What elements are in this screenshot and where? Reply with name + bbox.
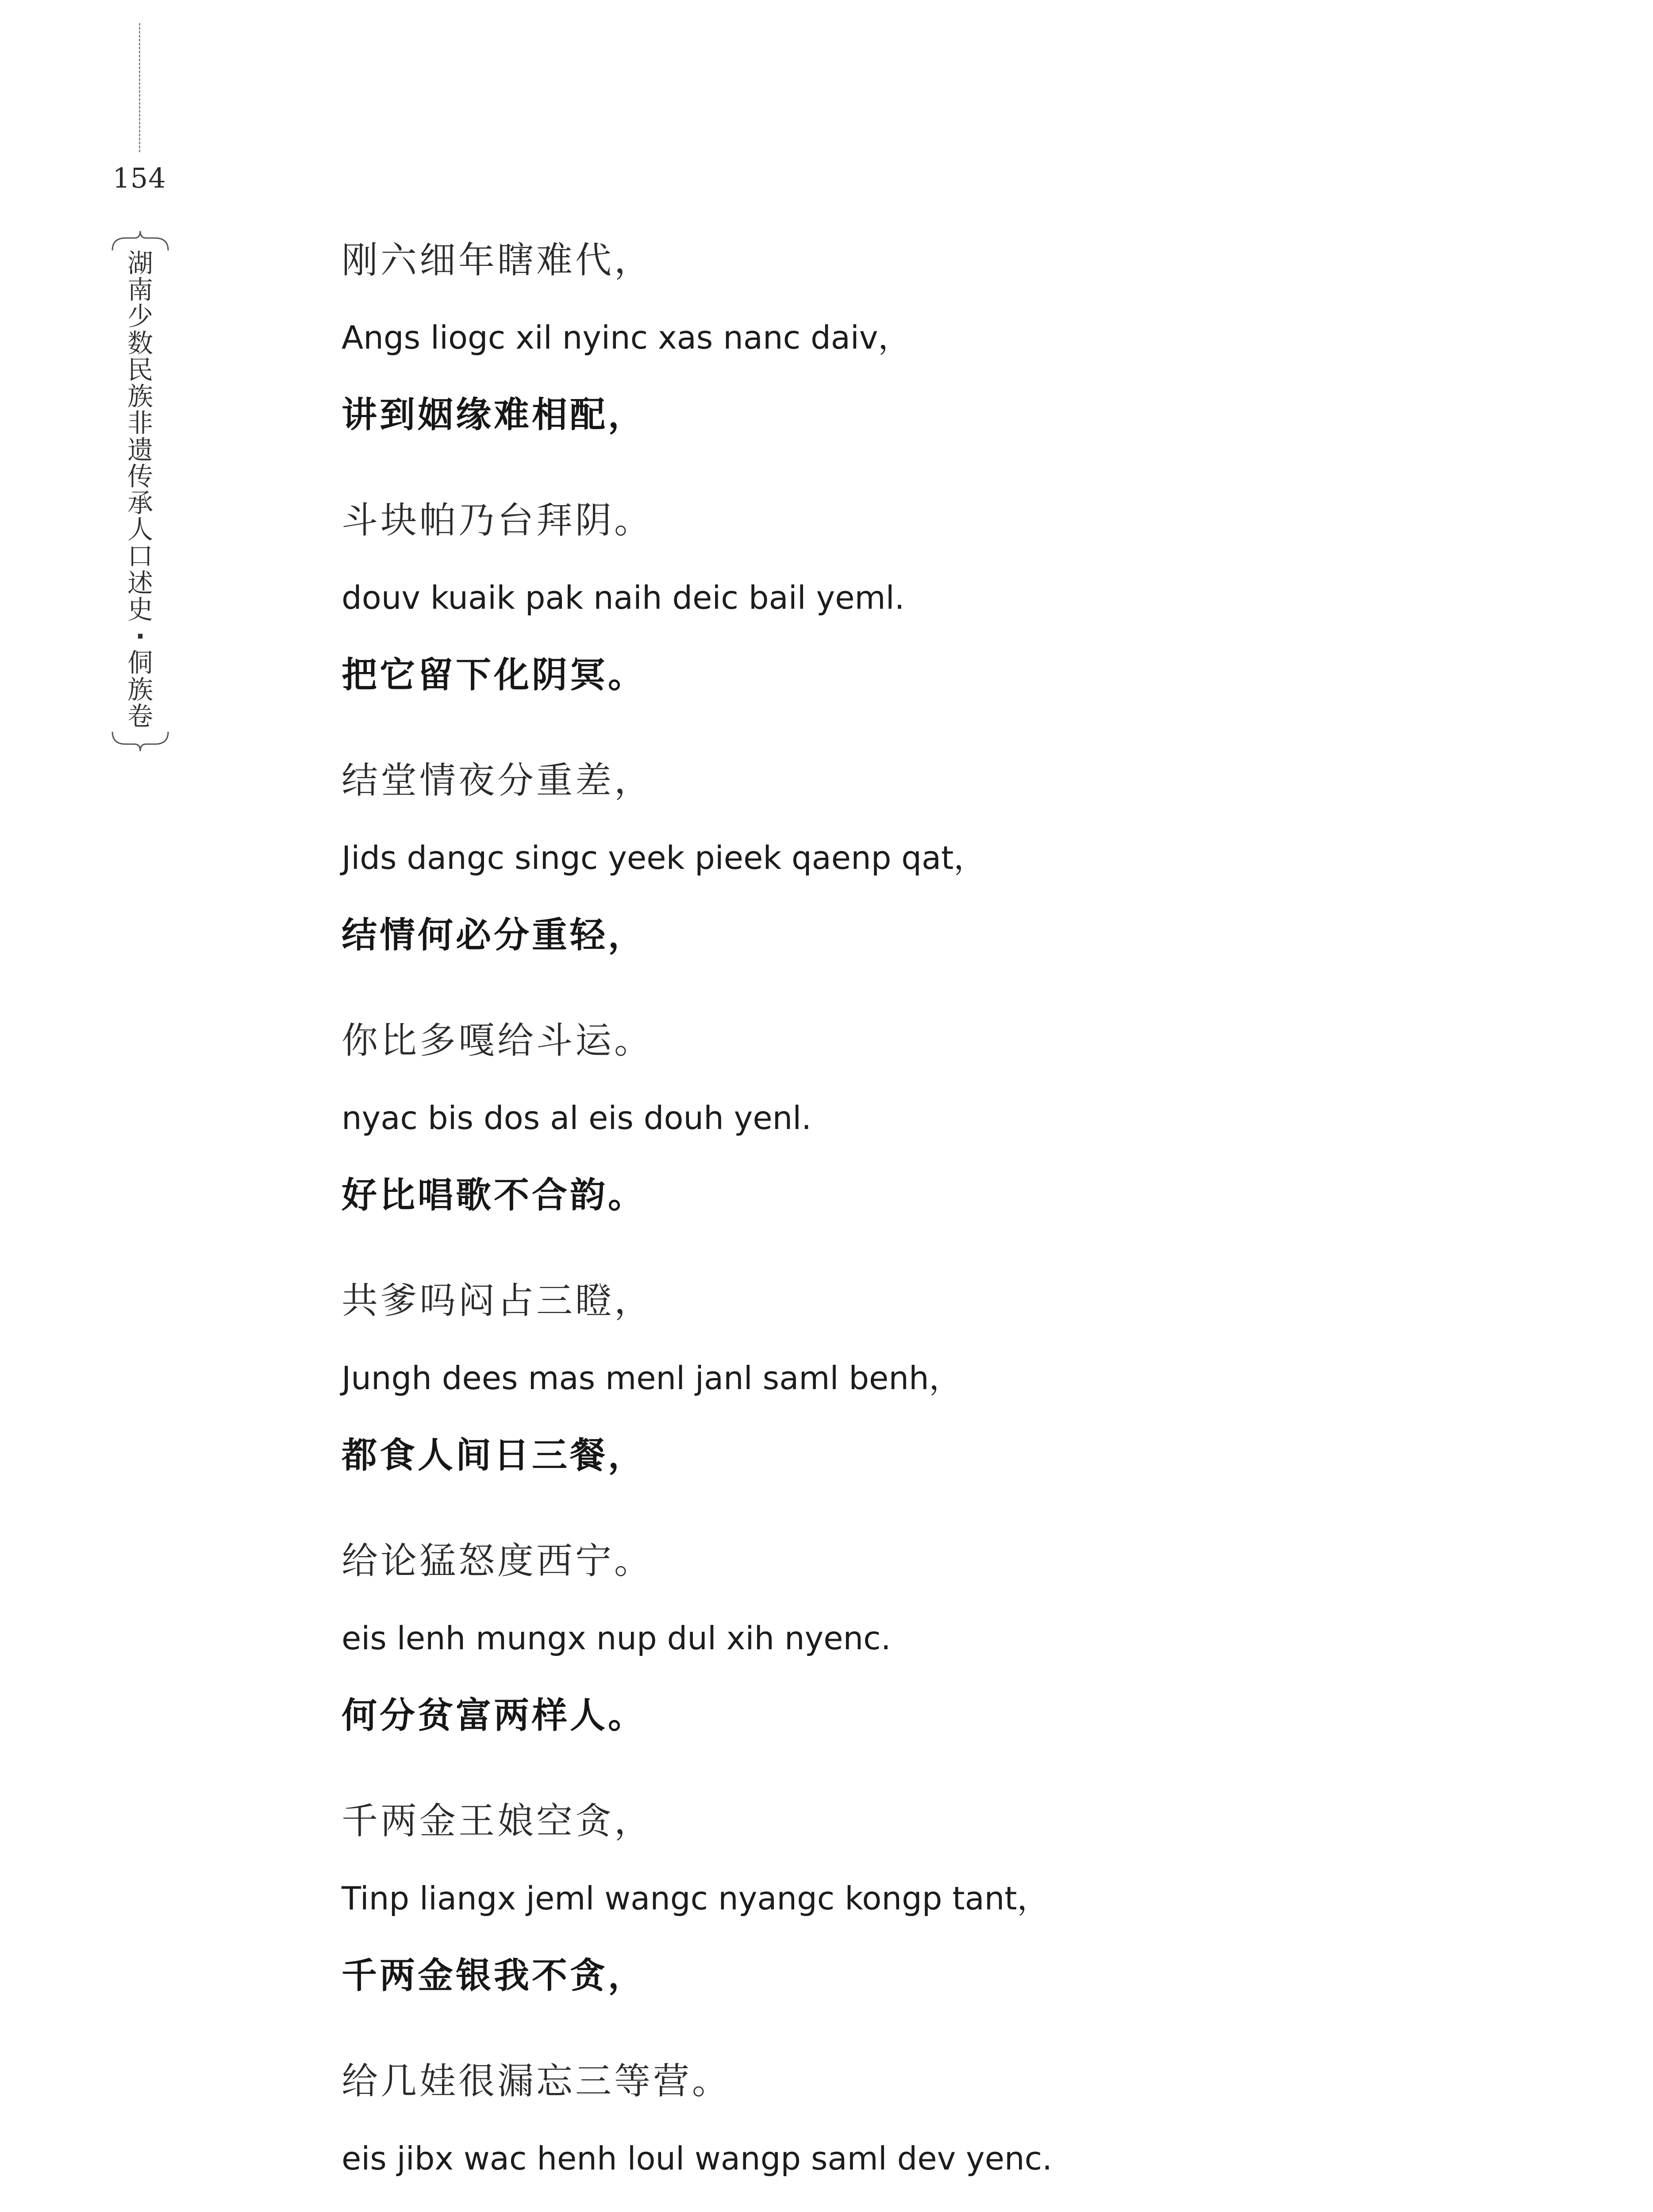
stanza xyxy=(342,2043,1448,2212)
chinese-translation: 把它留下化阴冥。 xyxy=(342,654,646,695)
series-title-char: 遗 xyxy=(127,434,153,465)
dong-chinese-transliteration: 结堂情夜分重差， xyxy=(342,760,654,801)
dong-chinese-transliteration: 刚六细年瞎难代， xyxy=(342,240,654,280)
dong-chinese-transliteration: 你比多嘎给斗运。 xyxy=(342,1021,654,1061)
chinese-translation: 讲到姻缘难相配， xyxy=(342,394,646,435)
chinese-translation: 何分贫富两样人。 xyxy=(342,1694,646,1736)
series-title-char: · xyxy=(135,621,146,652)
series-title-char: 非 xyxy=(127,408,153,438)
stanza xyxy=(342,1523,1448,1754)
dong-romanization: Tinp liangx jeml wangc nyangc kongp tant， xyxy=(342,1880,1049,1917)
series-title-char: 南 xyxy=(127,275,153,305)
series-title-char: 族 xyxy=(127,674,153,705)
dong-romanization: eis jibx wac henh loul wangp saml dev yenc. xyxy=(342,2140,1053,2177)
chinese-translation: 好比唱歌不合韵。 xyxy=(342,1174,646,1216)
series-title-char: 承 xyxy=(127,488,153,518)
chinese-translation: 结情何必分重轻， xyxy=(342,914,646,956)
series-title-char: 述 xyxy=(127,568,153,598)
dong-romanization: douv kuaik pak naih deic bail yeml. xyxy=(342,579,905,616)
dong-chinese-transliteration: 给论猛怒度西宁。 xyxy=(342,1541,654,1581)
page-number: 154 xyxy=(112,162,166,194)
stanza xyxy=(342,742,1448,973)
dong-romanization: eis lenh mungx nup dul xih nyenc. xyxy=(342,1620,891,1657)
dong-romanization: Angs liogc xil nyinc xas nanc daiv， xyxy=(342,319,910,356)
chinese-translation: 千两金银我不贪， xyxy=(342,1955,646,1996)
series-title-char: 史 xyxy=(127,594,153,625)
dong-chinese-transliteration: 斗块帕乃台拜阴。 xyxy=(342,500,654,541)
series-title-char: 侗 xyxy=(127,648,153,678)
dong-romanization: Jungh dees mas menl janl saml benh， xyxy=(342,1359,961,1397)
dong-chinese-transliteration: 千两金王娘空贪， xyxy=(342,1801,654,1841)
series-title-char: 卷 xyxy=(127,701,153,731)
title-bottom-bracket xyxy=(108,731,173,754)
stanza xyxy=(342,1783,1448,2014)
stanza xyxy=(342,222,1448,453)
series-title-char: 人 xyxy=(127,515,153,545)
stanza xyxy=(342,1002,1448,1233)
series-title-vertical xyxy=(108,250,173,730)
chinese-translation xyxy=(342,2197,1448,2212)
stanza xyxy=(342,482,1448,713)
chinese-translation: 都食人间日三餐， xyxy=(342,1434,646,1476)
margin-dashed-rule xyxy=(139,23,140,152)
dong-chinese-transliteration: 给几娃很漏忘三等营。 xyxy=(342,2061,731,2101)
series-title-char: 族 xyxy=(127,381,153,412)
dong-chinese-transliteration: 共爹吗闷占三瞪， xyxy=(342,1281,654,1321)
series-title-char: 少 xyxy=(127,301,153,332)
dong-romanization: nyac bis dos al eis douh yenl. xyxy=(342,1099,812,1137)
verse-block xyxy=(342,222,1448,2212)
dong-romanization: Jids dangc singc yeek pieek qaenp qat， xyxy=(342,839,986,876)
stanza xyxy=(342,1263,1448,1494)
series-title-char: 数 xyxy=(127,328,153,358)
series-title-char: 民 xyxy=(127,354,153,385)
series-title-char: 湖 xyxy=(127,248,153,278)
series-title-char: 传 xyxy=(127,461,153,492)
series-title-char: 口 xyxy=(127,541,153,572)
